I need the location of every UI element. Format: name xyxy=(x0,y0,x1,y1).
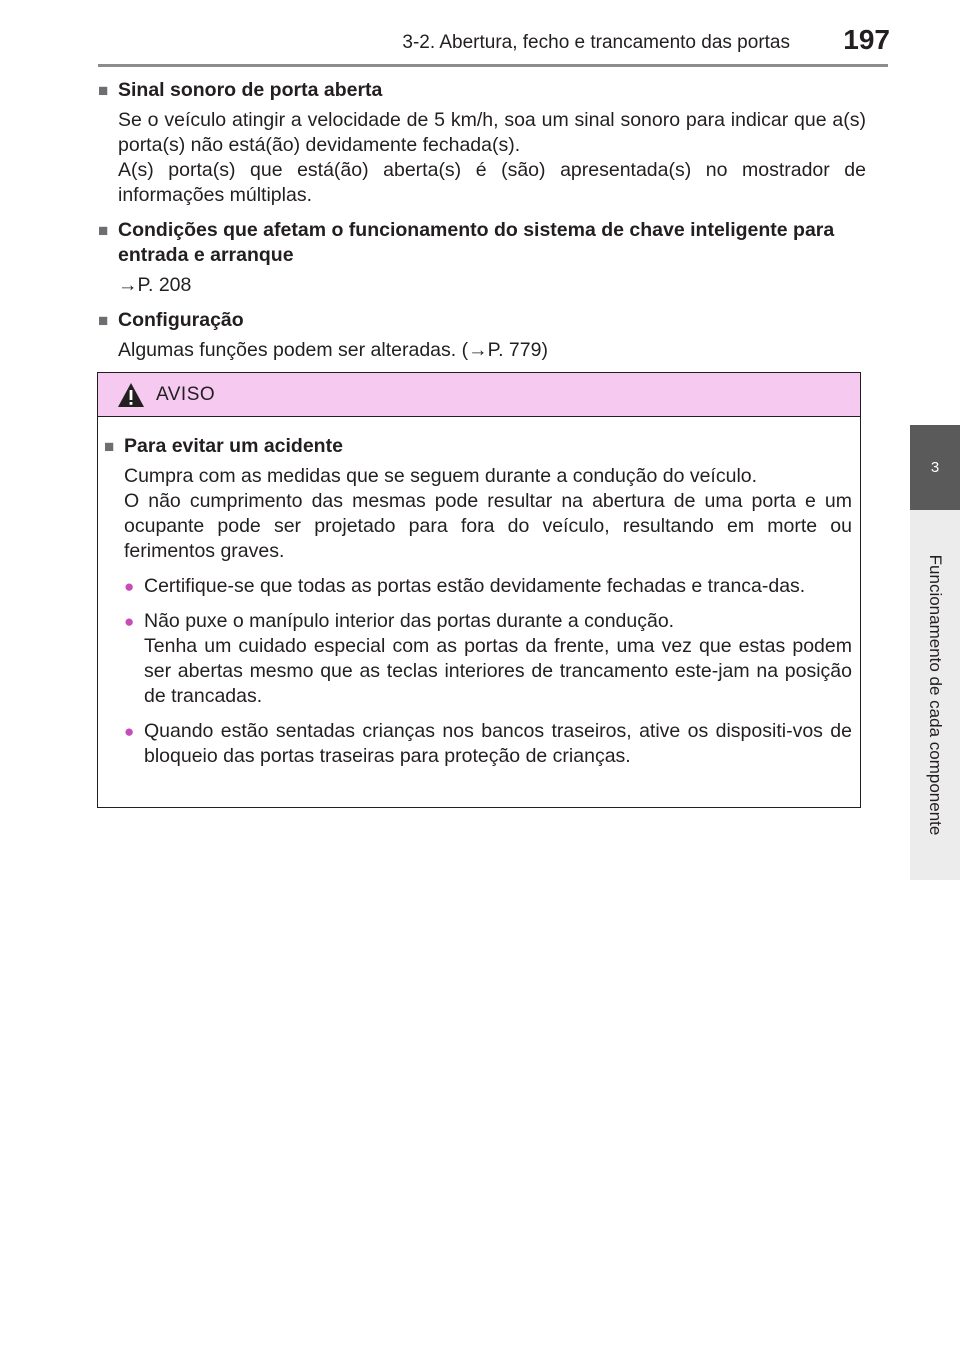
list-item xyxy=(124,574,852,599)
warning-box xyxy=(97,372,861,808)
list-item xyxy=(124,719,852,769)
page-number: 197 xyxy=(843,24,890,55)
bullet-text: Certifique-se que todas as portas estão devidamente fechadas e tranca-das. xyxy=(144,575,806,597)
square-bullet-icon: ■ xyxy=(98,221,109,240)
header-title: 3-2. Abertura, fecho e trancamento das portas xyxy=(402,32,790,53)
warning-label: AVISO xyxy=(156,383,216,405)
section-door-open-buzzer xyxy=(98,78,866,208)
page-reference: →P. 208 xyxy=(118,274,192,296)
section-text: Algumas funções podem ser alteradas. (→P. 779) xyxy=(118,339,548,361)
bullet-dot-icon: ● xyxy=(124,577,135,596)
square-bullet-icon: ■ xyxy=(98,81,109,100)
bullet-dot-icon: ● xyxy=(124,612,135,631)
warning-header xyxy=(98,373,860,417)
chapter-title: Funcionamento de cada componente xyxy=(926,554,945,836)
bullet-text: Não puxe o manípulo interior das portas durante a condução. xyxy=(144,610,675,632)
section-heading: Condições que afetam o funcionamento do sistema de chave inteligente para entrada e arranque xyxy=(118,219,835,266)
main-content xyxy=(98,78,866,373)
chapter-tab: 3 xyxy=(910,425,960,510)
warning-text: Cumpra com as medidas que se seguem durante a condução do veículo. xyxy=(124,465,758,487)
section-heading: Configuração xyxy=(118,309,244,331)
section-heading: Sinal sonoro de porta aberta xyxy=(118,79,383,101)
warning-body xyxy=(98,417,860,769)
bullet-dot-icon: ● xyxy=(124,722,135,741)
section-text: A(s) porta(s) que está(ão) aberta(s) é (são) apresentada(s) no mostrador de informações múltiplas. xyxy=(118,159,866,206)
section-configuration xyxy=(98,308,866,363)
section-text: Se o veículo atingir a velocidade de 5 km/h, soa um sinal sonoro para indicar que a(s) porta(s) não está(ão) devidamente fechada(s). xyxy=(118,109,866,156)
warning-triangle-icon xyxy=(117,382,145,408)
bullet-text: Quando estão sentadas crianças nos bancos traseiros, ative os dispositi-vos de bloqueio das portas traseiras para proteção de crianças. xyxy=(144,720,852,767)
warning-section-heading: Para evitar um acidente xyxy=(124,435,343,457)
header-divider xyxy=(98,64,888,67)
warning-text: O não cumprimento das mesmas pode resultar na abertura de uma porta e um ocupante pode ser projetado para fora do veículo, resultando em morte ou ferimentos graves. xyxy=(124,490,852,562)
bullet-text: Tenha um cuidado especial com as portas da frente, uma vez que estas podem ser abertas mesmo que as teclas interiores de trancamento este-jam na posição de trancadas. xyxy=(144,635,852,707)
square-bullet-icon: ■ xyxy=(98,311,109,330)
list-item xyxy=(124,609,852,709)
section-smart-key-conditions xyxy=(98,218,866,298)
square-bullet-icon: ■ xyxy=(104,437,115,456)
